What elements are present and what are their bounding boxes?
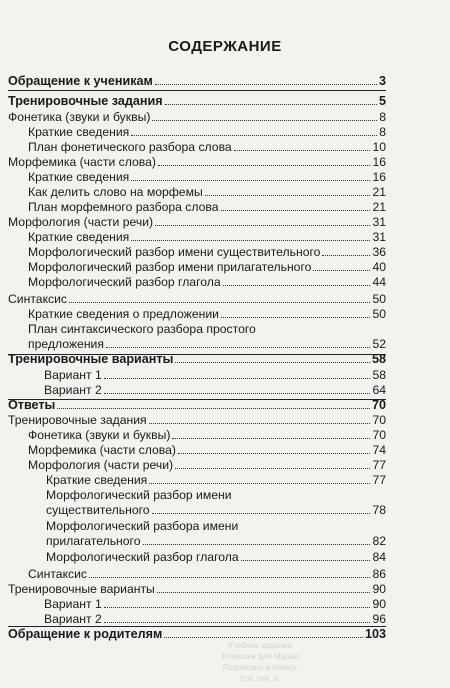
toc-entry [28,170,386,185]
show-through-line: Учебное издание [227,641,293,650]
dot-leader [234,150,371,151]
toc-entry-label: Тренировочные варианты [8,582,155,596]
toc-entry [8,582,386,597]
toc-entry-page: 44 [372,275,386,289]
toc-entry-label: Как делить слово на морфемы [28,185,203,199]
toc-entry-page: 31 [372,215,386,229]
toc-entry-label: Морфологический разбор имени [46,488,232,502]
toc-entry [28,200,386,215]
toc-entry-label: Краткие сведения о предложении [28,307,219,321]
toc-entry-label: План фонетического разбора слова [28,140,232,154]
toc-entry [8,94,386,109]
toc-entry [28,230,386,245]
dot-leader [106,347,370,348]
toc-entry-page: 50 [372,292,386,306]
toc-entry-label: Вариант 2 [44,383,102,397]
toc-entry-page: 8 [379,110,386,124]
dot-leader [104,393,371,394]
toc-entry-page: 31 [372,230,386,244]
dot-leader [165,104,377,105]
toc-entry-page: 74 [372,443,386,457]
toc-entry-label: Морфемика (части слова) [28,443,176,457]
toc-entry [28,140,386,155]
toc-entry-label: Синтаксис [8,292,68,306]
toc-entry [28,275,386,290]
toc-entry [28,443,386,458]
toc-entry-page: 77 [372,473,386,487]
toc-entry [46,550,386,565]
toc-entry-label: Фонетика (звуки и буквы) [8,110,151,124]
toc-entry-label: Краткие сведения [28,125,130,139]
dot-leader [89,577,370,578]
toc-entry-label: Краткие сведения [28,230,130,244]
dot-leader [152,120,377,121]
dot-leader [157,592,371,593]
dot-leader [155,225,370,226]
toc-entry-label: Вариант 1 [44,597,102,611]
dot-leader [131,180,370,181]
show-through-line: Ромашка для Марьи [221,652,299,661]
faint-show-through-text [160,640,360,684]
toc-entry [46,519,386,549]
toc-entry-page: 70 [371,398,386,412]
toc-entry-page: 40 [372,260,386,274]
toc-entry-label: Тренировочные варианты [8,352,174,366]
toc-entry-label: Краткие сведения [28,170,130,184]
toc-entry [8,110,386,125]
toc-entry-page: 82 [372,534,386,548]
toc-entry-label: Морфемика (части слова) [8,155,156,169]
toc-entry-label: Морфологический разбор глагола [28,275,221,289]
toc-entry-page: 90 [372,582,386,596]
toc-entry-page: 50 [372,307,386,321]
toc-entry-label-continued: предложения [28,337,104,351]
toc-entry-page: 58 [372,368,386,382]
toc-entry-label: Морфологический разбор глагола [46,550,239,564]
toc-entry [44,368,386,383]
toc-entry [28,125,386,140]
toc-entry-label: Обращение к родителям [8,627,163,641]
dot-leader [175,362,370,363]
toc-entry-page: 77 [372,458,386,472]
toc-entry-label: Морфология (части речи) [8,215,154,229]
toc-entry-label: Фонетика (звуки и буквы) [28,428,171,442]
toc-entry-label: План морфемного разбора слова [28,200,219,214]
dot-leader [205,195,371,196]
dot-leader [223,285,371,286]
dot-leader [143,544,371,545]
toc-entry-page: 64 [372,383,386,397]
toc-entry [8,352,386,367]
dot-leader [313,270,370,271]
dot-leader [164,637,363,638]
toc-entry-page: 52 [372,337,386,351]
dot-leader [69,302,370,303]
dot-leader [131,135,377,136]
toc-entry-label: Морфологический разбора имени [46,519,239,533]
toc-entry [28,428,386,443]
toc-entry-label: План синтаксического разбора простого [28,322,256,336]
toc-entry [28,322,386,352]
dot-leader [175,468,370,469]
toc-entry-label: Ответы [8,398,56,412]
toc-entry-page: 21 [372,185,386,199]
toc-entry-page: 90 [372,597,386,611]
toc-entry-page: 3 [378,74,386,88]
toc-entry-label: Тренировочные задания [8,413,147,427]
toc-entry-label: Вариант 1 [44,368,102,382]
toc-entry-label: Морфологический разбор имени существительного [28,245,321,259]
toc-entry [46,488,386,518]
page-title: СОДЕРЖАНИЕ [168,38,282,55]
toc-entry-label-continued: существительного [46,503,150,517]
toc-entry [28,458,386,473]
dot-leader [241,560,371,561]
toc-entry [44,383,386,398]
dot-leader [178,453,370,454]
toc-entry-label: Обращение к ученикам [8,74,153,88]
toc-entry [8,292,386,307]
toc-entry [28,185,386,200]
toc-entry-page: 84 [372,550,386,564]
dot-leader [104,378,371,379]
dot-leader [221,210,371,211]
toc-entry-page: 70 [372,428,386,442]
dot-leader [322,255,370,256]
toc-entry-label: Морфология (части речи) [28,458,174,472]
toc-entry [8,74,386,89]
dot-leader [149,423,371,424]
dot-leader [155,84,377,85]
show-through-line: Усл. печ. л. [239,674,281,683]
dot-leader [57,408,370,409]
dot-leader [149,483,370,484]
toc-entry [44,612,386,627]
toc-entry-page: 78 [372,503,386,517]
toc-entry-label: Вариант 2 [44,612,102,626]
show-through-line: Подписано в печать [222,663,298,672]
toc-entry-page: 70 [372,413,386,427]
toc-entry [8,215,386,230]
toc-entry [28,567,386,582]
toc-entry [28,245,386,260]
toc-entry-page: 16 [372,170,386,184]
toc-entry [28,260,386,275]
toc-entry [28,307,386,322]
dot-leader [152,513,371,514]
toc-entry [46,473,386,488]
dot-leader [172,438,370,439]
toc-entry-label: Краткие сведения [46,473,148,487]
toc-entry-page: 86 [372,567,386,581]
toc-entry [8,398,386,413]
toc-entry-page: 36 [372,245,386,259]
toc-entry-page: 21 [372,200,386,214]
dot-leader [158,165,370,166]
toc-entry-label: Тренировочные задания [8,94,163,108]
toc-entry-page: 58 [371,352,386,366]
toc-entry-label: Синтаксис [28,567,88,581]
toc-entry [44,597,386,612]
toc-entry-page: 16 [372,155,386,169]
section-divider [8,90,386,91]
toc-entry-label: Морфологический разбор имени прилагательного [28,260,312,274]
toc-entry-page: 96 [372,612,386,626]
dot-leader [104,607,371,608]
toc-entry-page: 10 [372,140,386,154]
toc-entry-page: 5 [378,94,386,108]
dot-leader [131,240,370,241]
toc-entry-page: 8 [379,125,386,139]
toc-entry-label-continued: прилагательного [46,534,141,548]
toc-entry [8,413,386,428]
toc-entry [8,155,386,170]
toc-entry-page: 103 [364,627,386,641]
dot-leader [104,622,371,623]
dot-leader [221,317,370,318]
